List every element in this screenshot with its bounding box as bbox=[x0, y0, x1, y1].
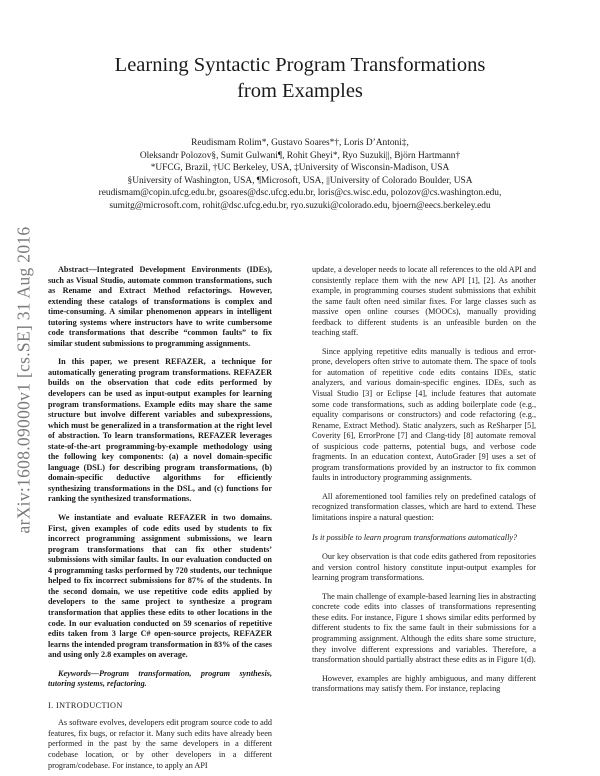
affiliations-1: *UFCG, Brazil, †UC Berkeley, USA, ‡University of Wisconsin-Madison, USA bbox=[150, 163, 450, 174]
right-column bbox=[312, 265, 536, 695]
body-paragraph-4: Our key observation is that code edits gathered from repositories and version control history constitute input-output examples for learning program transformations. bbox=[312, 552, 536, 583]
abstract-paragraph-2: In this paper, we present REFAZER, a technique for automatically generating program transformations. REFAZER builds on the observation that code edits performed by developers can be used as input-output examples for learning program transformations. Example edits may share the same structure but involve different variables and subexpressions, which must be generalized in a transformation at the right level of abstraction. To learn transformations, REFAZER leverages state-of-the-art programming-by-example methodology using the following key components: (a) a novel domain-specific language (DSL) for describing program transformations, (b) domain-specific deductive algorithms for efficiently synthesizing transformations in the DSL, and (c) functions for ranking the synthesized transformations. bbox=[48, 357, 272, 504]
left-column bbox=[48, 265, 272, 771]
paper-title bbox=[60, 52, 540, 104]
arxiv-identifier: arXiv:1608.09000v1 [cs.SE] 31 Aug 2016 bbox=[13, 226, 34, 534]
abstract: Abstract—Integrated Development Environments (IDEs), such as Visual Studio, automate common transformations, such as Rename and Extract Method refactorings. However, extending these catalogs of transformations is complex and time-consuming. A similar phenomenon appears in intelligent tutoring systems where instructors have to write cumbersome code transformations that describe “common faults” to fix similar student submissions to programming assignments. bbox=[48, 265, 272, 348]
section-heading-introduction: I. INTRODUCTION bbox=[48, 700, 123, 710]
affiliations-2: §University of Washington, USA, ¶Microsoft, USA, ||University of Colorado Boulder, USA bbox=[127, 175, 473, 186]
emails-1: reudismam@copin.ufcg.edu.br, gsoares@dsc.ufcg.edu.br, loris@cs.wisc.edu, polozov@cs.washington.edu, bbox=[98, 188, 502, 199]
author-names-1: Reudismam Rolim*, Gustavo Soares*†, Loris D’Antoni‡, bbox=[191, 138, 409, 148]
author-names-2: Oleksandr Polozov§, Sumit Gulwani¶, Rohit Gheyi*, Ryo Suzuki||, Björn Hartmann† bbox=[139, 150, 461, 161]
abstract-paragraph-3: We instantiate and evaluate REFAZER in two domains. First, given examples of code edits used by students to fix incorrect programming assignment submissions, we learn program transformations that can fix other students’ submissions with similar faults. In our evaluation conducted on 4 programming tasks performed by 720 students, our technique helped to fix incorrect submissions for 87% of the students. In the second domain, we use repetitive code edits applied by developers to the same project to synthesize a program transformation that applies these edits to other locations in the code. In our evaluation conducted on 59 scenarios of repetitive edits taken from 3 large C# open-source projects, REFAZER learns the intended program transformation in 83% of the cases and using only 2.8 examples on average. bbox=[48, 513, 272, 660]
intro-paragraph: As software evolves, developers edit program source code to add features, fix bugs, or refactor it. Many such edits have already been performed in the past by the same developers in a different codebase location, or by other developers in a different program/codebase. For instance, to apply an API bbox=[48, 718, 272, 770]
body-paragraph-6: However, examples are highly ambiguous, and many different transformations may satisfy them. For instance, replacing bbox=[312, 673, 536, 694]
author-block bbox=[60, 137, 540, 213]
body-paragraph-2: Since applying repetitive edits manually is tedious and error-prone, developers often strive to automate them. The space of tools for automation of repetitive code edits contains IDEs, static analyzers, and various domain-specific engines. IDEs, such as Visual Studio [3] or Eclipse [4], include features that automate some code transformations, such as adding boilerplate code (e.g., equality comparisons or constructors) and code refactoring (e.g., Rename, Extract Method). Static analyzers, such as ReSharper [5], Coverity [6], ErrorProne [7] and Clang-tidy [8] automate removal of suspicious code patterns, potential bugs, and verbose code fragments. In an education context, AutoGrader [9] uses a set of program transformations provided by an instructor to fix common faults in introductory programming assignments. bbox=[312, 346, 536, 483]
arxiv-side-stamp bbox=[4, 150, 44, 610]
research-question: Is it possible to learn program transformations automatically? bbox=[312, 532, 518, 542]
body-paragraph-5: The main challenge of example-based learning lies in abstracting concrete code edits into classes of transformations representing these edits. For instance, Figure 1 shows similar edits performed by different students to fix the same fault in their submissions for a programming assignment. Although the edits share some structure, they involve different expressions and variables. Therefore, a transformation should partially abstract these edits as in Figure 1(d). bbox=[312, 591, 536, 665]
body-paragraph-3: All aforementioned tool families rely on predefined catalogs of recognized transformation classes, which are hard to extend. These limitations inspire a natural question: bbox=[312, 491, 536, 523]
title-line-1: Learning Syntactic Program Transformations bbox=[114, 54, 486, 76]
body-paragraph-1: update, a developer needs to locate all references to the old API and consistently replace them with the new API [1], [2]. As another example, in programming courses student submissions that exhibit the same fault often need similar fixes. For large classes such as massive open online courses (MOOCs), manually providing feedback to different students is an unfeasible burden on the teaching staff. bbox=[312, 265, 536, 338]
emails-2: sumitg@microsoft.com, rohit@dsc.ufcg.edu.br, ryo.suzuki@colorado.edu, bjoern@eecs.berkeley.edu bbox=[109, 200, 491, 211]
keywords: Keywords—Program transformation, program synthesis, tutoring systems, refactoring. bbox=[48, 668, 272, 689]
title-line-2: from Examples bbox=[237, 80, 363, 102]
